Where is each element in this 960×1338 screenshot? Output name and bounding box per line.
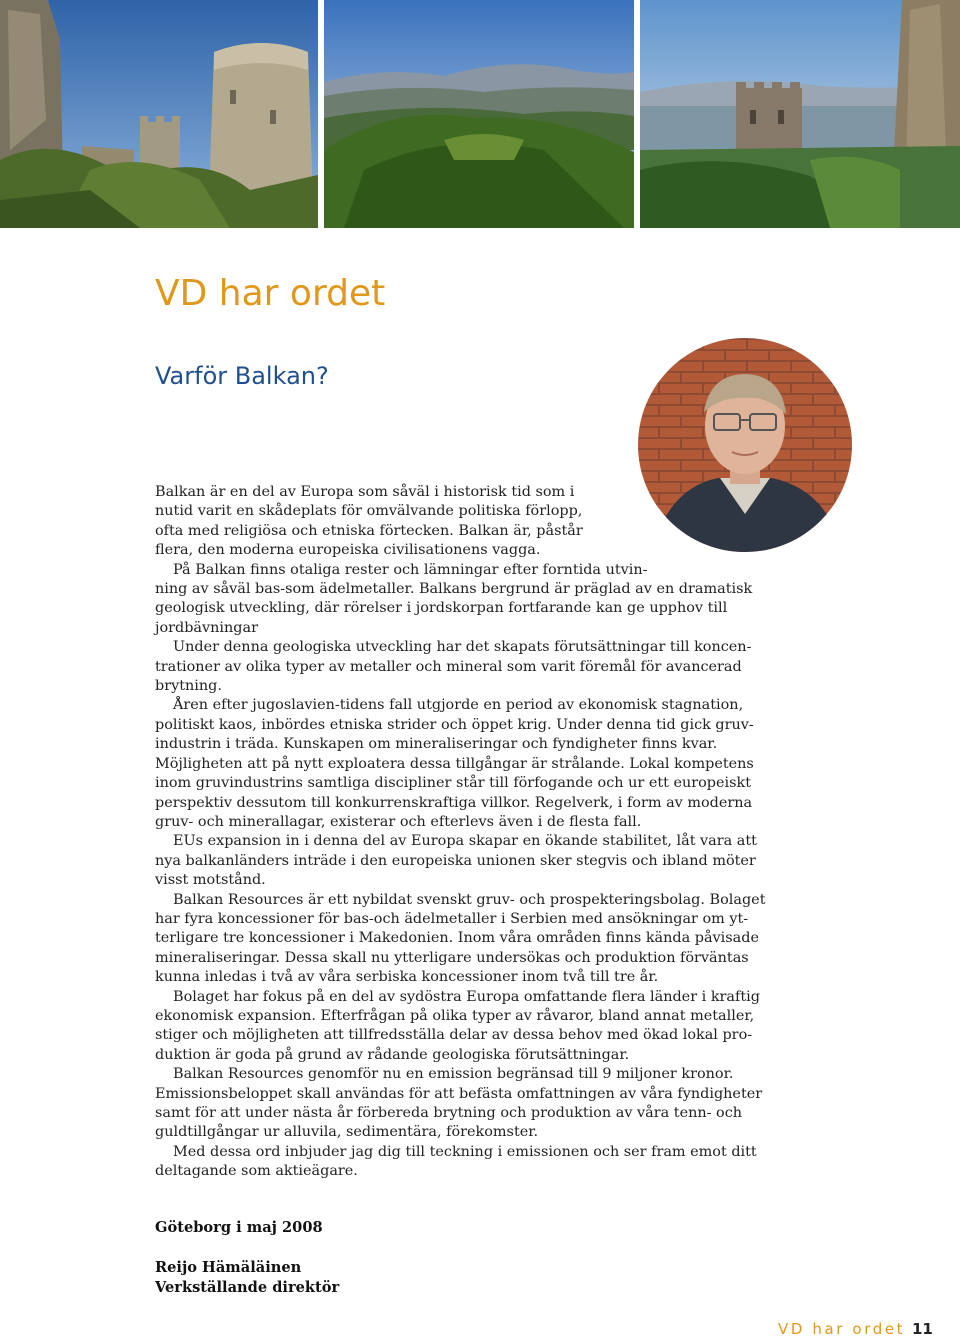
signature-block — [155, 1218, 323, 1238]
body-line: har fyra koncessioner för bas-och ädelmetaller i Serbien med ansökningar om yt- — [155, 910, 749, 927]
body-line: industrin i träda. Kunskapen om mineraliseringar och fyndigheter finns kvar. — [155, 736, 718, 753]
signature-date: Göteborg i maj 2008 — [155, 1219, 323, 1236]
page-number: 11 — [912, 1320, 933, 1338]
body-line: jordbävningar — [155, 619, 258, 636]
body-line: Balkan är en del av Europa som såväl i historisk tid som i — [155, 484, 575, 500]
body-line: Med dessa ord inbjuder jag dig till teckning i emissionen och ser fram emot ditt — [173, 1143, 757, 1160]
body-line: Emissionsbeloppet skall användas för att befästa omfattningen av våra fyndigheter — [155, 1085, 763, 1102]
body-line: flera, den moderna europeiska civilisationens vagga. — [155, 542, 541, 559]
article-body — [155, 483, 815, 1182]
body-line: stiger och möjligheten att tillfredsställa delar av dessa behov med ökad lokal pro- — [155, 1027, 753, 1044]
body-line: duktion är goda på grund av rådande geologiska förutsättningar. — [155, 1046, 630, 1063]
body-line: ekonomisk expansion. Efterfrågan på olika typer av råvaror, bland annat metaller, — [155, 1007, 755, 1024]
body-line: nya balkanländers inträde i den europeiska unionen sker stegvis och ibland möter — [155, 852, 756, 869]
signature-author — [155, 1258, 339, 1298]
page-subheading: Varför Balkan? — [155, 362, 329, 390]
body-line: EUs expansion in i denna del av Europa skapar en ökande stabilitet, låt vara att — [173, 833, 757, 850]
body-line: Under denna geologiska utveckling har det skapats förutsättningar till koncen- — [173, 639, 752, 656]
body-line: perspektiv dessutom till konkurrenskraftiga villkor. Regelverk, i form av moderna — [155, 794, 753, 811]
body-line: visst motstånd. — [155, 872, 266, 889]
body-line: ning av såväl bas-som ädelmetaller. Balkans bergrund är präglad av en dramatisk — [155, 581, 753, 598]
fortress-tower-photo — [0, 0, 318, 228]
body-line: Möjligheten att på nytt exploatera dessa tillgångar är strålande. Lokal kompetens — [155, 755, 754, 772]
body-line: terligare tre koncessioner i Makedonien. Inom våra områden finns kända påvisade — [155, 930, 759, 947]
body-line: ofta med religiösa och etniska förtecken. Balkan är, påstår — [155, 522, 583, 539]
body-line: gruv- och minerallagar, existerar och efterlevs även i de flesta fall. — [155, 813, 642, 830]
body-line: inom gruvindustrins samtliga discipliner står till förfogande och ur ett europeiskt — [155, 775, 752, 792]
body-line: nutid varit en skådeplats för omvälvande politiska förlopp, — [155, 503, 583, 520]
body-line: trationer av olika typer av metaller och mineral som varit föremål för avancerad — [155, 658, 742, 675]
river-fortress-photo — [640, 0, 960, 228]
body-line: Balkan Resources genomför nu en emission begränsad till 9 miljoner kronor. — [173, 1066, 734, 1083]
signature-title: Verkställande direktör — [155, 1279, 340, 1296]
body-line: geologisk utveckling, där rörelser i jordskorpan fortfarande kan ge upphov till — [155, 600, 728, 617]
body-line: Bolaget har fokus på en del av sydöstra Europa omfattande flera länder i kraftig — [173, 988, 760, 1005]
body-line: Åren efter jugoslavien-tidens fall utgjorde en period av ekonomisk stagnation, — [173, 697, 744, 714]
body-line: samt för att under nästa år förbereda brytning och produktion av våra tenn- och — [155, 1105, 743, 1121]
page-heading: VD har ordet — [155, 273, 386, 314]
body-line: guldtillgångar ur alluvila, sedimentära, förekomster. — [155, 1124, 539, 1141]
body-line: På Balkan finns otaliga rester och lämningar efter forntida utvin- — [173, 561, 648, 578]
body-line: kunna inledas i två av våra serbiska koncessioner inom två till tre år. — [155, 969, 659, 986]
body-line: mineraliseringar. Dessa skall nu ytterligare undersökas och produktion förväntas — [155, 949, 749, 966]
signature-name: Reijo Hämäläinen — [155, 1259, 302, 1276]
body-line: politiskt kaos, inbördes etniska strider och öppet krig. Under denna tid gick gruv- — [155, 716, 754, 733]
body-line: Balkan Resources är ett nybildat svenskt gruv- och prospekteringsbolag. Bolaget — [173, 891, 766, 908]
photo-strip — [0, 0, 960, 228]
mountain-landscape-photo — [324, 0, 634, 228]
footer-section-label: VD har ordet — [778, 1320, 906, 1338]
body-line: brytning. — [155, 678, 222, 695]
body-line: deltagande som aktieägare. — [155, 1163, 358, 1180]
